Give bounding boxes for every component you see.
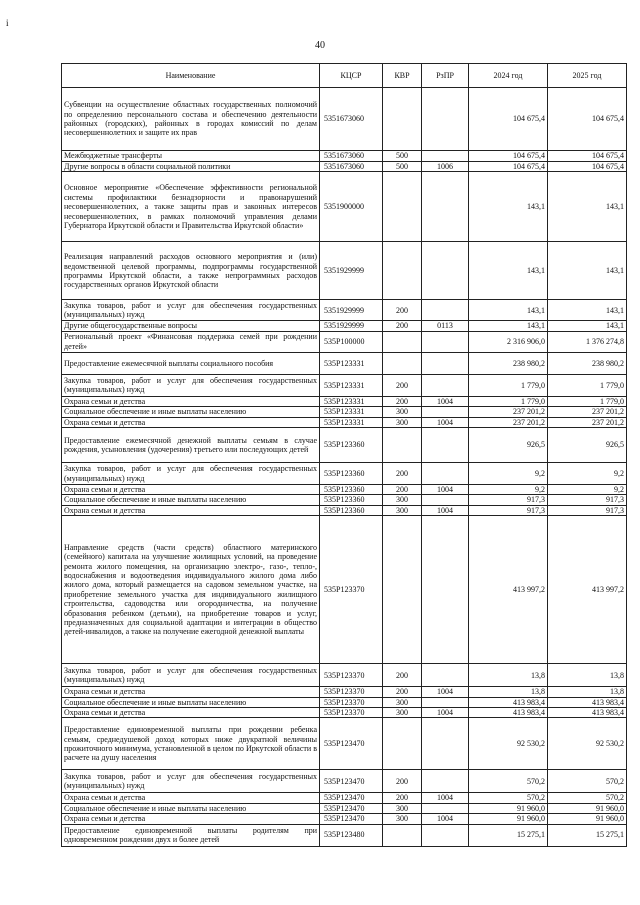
row-kvr bbox=[383, 824, 422, 846]
row-name: Охрана семьи и детства bbox=[62, 417, 320, 427]
row-rzpr bbox=[422, 352, 469, 374]
row-kcsr: 535P123360 bbox=[320, 505, 383, 515]
row-kvr: 300 bbox=[383, 814, 422, 824]
row-amount-2025: 143,1 bbox=[548, 242, 627, 300]
row-amount-2024: 104 675,4 bbox=[469, 162, 548, 172]
table-row bbox=[62, 793, 627, 803]
row-amount-2025: 9,2 bbox=[548, 463, 627, 485]
row-kcsr: 5351929999 bbox=[320, 321, 383, 331]
row-amount-2025: 15 275,1 bbox=[548, 824, 627, 846]
row-kvr: 200 bbox=[383, 300, 422, 321]
row-kcsr: 535P123360 bbox=[320, 495, 383, 505]
row-amount-2025: 413 983,4 bbox=[548, 708, 627, 718]
row-name: Другие вопросы в области социальной политики bbox=[62, 162, 320, 172]
row-rzpr: 1004 bbox=[422, 793, 469, 803]
row-kvr: 300 bbox=[383, 407, 422, 417]
row-amount-2024: 926,5 bbox=[469, 428, 548, 463]
row-kvr: 200 bbox=[383, 485, 422, 495]
row-amount-2024: 143,1 bbox=[469, 300, 548, 321]
table-row bbox=[62, 718, 627, 770]
row-kcsr: 535P123470 bbox=[320, 814, 383, 824]
row-kvr: 200 bbox=[383, 463, 422, 485]
row-amount-2024: 238 980,2 bbox=[469, 352, 548, 374]
row-name: Закупка товаров, работ и услуг для обеспечения государственных (муниципальных) нужд bbox=[62, 770, 320, 793]
row-rzpr bbox=[422, 770, 469, 793]
row-amount-2024: 413 997,2 bbox=[469, 516, 548, 664]
row-amount-2025: 237 201,2 bbox=[548, 407, 627, 417]
row-amount-2024: 15 275,1 bbox=[469, 824, 548, 846]
row-kvr: 300 bbox=[383, 708, 422, 718]
row-kcsr: 535P123370 bbox=[320, 708, 383, 718]
table-row bbox=[62, 485, 627, 495]
row-kvr: 200 bbox=[383, 374, 422, 396]
table-row bbox=[62, 770, 627, 793]
row-amount-2025: 238 980,2 bbox=[548, 352, 627, 374]
header-kcsr: КЦСР bbox=[320, 64, 383, 88]
row-kvr bbox=[383, 242, 422, 300]
row-amount-2025: 1 779,0 bbox=[548, 396, 627, 406]
table-row bbox=[62, 331, 627, 352]
table-row bbox=[62, 803, 627, 813]
row-name: Охрана семьи и детства bbox=[62, 485, 320, 495]
row-kvr bbox=[383, 516, 422, 664]
row-amount-2024: 143,1 bbox=[469, 321, 548, 331]
table-row bbox=[62, 151, 627, 162]
row-amount-2024: 237 201,2 bbox=[469, 417, 548, 427]
row-amount-2024: 570,2 bbox=[469, 770, 548, 793]
table-row bbox=[62, 321, 627, 331]
row-rzpr: 1006 bbox=[422, 162, 469, 172]
row-kvr bbox=[383, 352, 422, 374]
row-name: Предоставление единовременной выплаты родителям при одновременном рождении двух и более детей bbox=[62, 824, 320, 846]
header-kvr: КВР bbox=[383, 64, 422, 88]
row-amount-2024: 237 201,2 bbox=[469, 407, 548, 417]
row-rzpr bbox=[422, 172, 469, 242]
row-kcsr: 5351900000 bbox=[320, 172, 383, 242]
table-row bbox=[62, 463, 627, 485]
row-kvr: 200 bbox=[383, 793, 422, 803]
row-name: Основное мероприятие «Обеспечение эффективности региональной системы профилактики безнадзорности и правонарушений несовершеннолетних, а также защиты прав и законных интересов несовершеннолетних, в рамках полномочий управления делами Губернатора Иркутской области и Правительства Иркутской области» bbox=[62, 172, 320, 242]
row-amount-2024: 13,8 bbox=[469, 664, 548, 687]
row-kvr bbox=[383, 88, 422, 151]
row-amount-2025: 143,1 bbox=[548, 321, 627, 331]
row-kcsr: 5351673060 bbox=[320, 88, 383, 151]
row-amount-2025: 104 675,4 bbox=[548, 162, 627, 172]
row-kcsr: 535P123331 bbox=[320, 352, 383, 374]
row-name: Направление средств (части средств) областного материнского (семейного) капитала на улучшение жилищных условий, на проведение ремонта жилого помещения, на организацию электро-, газо-, тепло-, водоснабжения и водоотведения индивидуального жилого дома либо жилого дома, который размещается на садовом земельном участке, на приобретение земельного участка для индивидуального жилищного строительства, садоводства или огородничества, на получение образования ребенком (детьми), на приобретение товаров и услуг, предназначенных для социальной адаптации и интеграции в общество детей-инвалидов, а также на получение ежегодной денежной выплаты bbox=[62, 516, 320, 664]
row-rzpr: 1004 bbox=[422, 417, 469, 427]
row-kvr: 500 bbox=[383, 162, 422, 172]
row-kcsr: 535P123331 bbox=[320, 396, 383, 406]
row-name: Другие общегосударственные вопросы bbox=[62, 321, 320, 331]
row-amount-2025: 91 960,0 bbox=[548, 814, 627, 824]
row-rzpr: 1004 bbox=[422, 687, 469, 697]
row-kcsr: 535P123470 bbox=[320, 793, 383, 803]
budget-table bbox=[61, 63, 627, 847]
row-kvr: 200 bbox=[383, 770, 422, 793]
table-row bbox=[62, 352, 627, 374]
row-amount-2025: 413 983,4 bbox=[548, 697, 627, 707]
row-amount-2025: 91 960,0 bbox=[548, 803, 627, 813]
row-amount-2025: 926,5 bbox=[548, 428, 627, 463]
table-row bbox=[62, 396, 627, 406]
row-name: Закупка товаров, работ и услуг для обеспечения государственных (муниципальных) нужд bbox=[62, 664, 320, 687]
row-kcsr: 535P123331 bbox=[320, 407, 383, 417]
row-kvr: 300 bbox=[383, 697, 422, 707]
table-row bbox=[62, 495, 627, 505]
row-amount-2024: 92 530,2 bbox=[469, 718, 548, 770]
row-name: Охрана семьи и детства bbox=[62, 793, 320, 803]
row-amount-2024: 91 960,0 bbox=[469, 814, 548, 824]
row-name: Предоставление ежемесячной денежной выплаты семьям в случае рождения, усыновления (удочерения) третьего или последующих детей bbox=[62, 428, 320, 463]
table-row bbox=[62, 300, 627, 321]
row-kvr: 300 bbox=[383, 505, 422, 515]
row-amount-2024: 104 675,4 bbox=[469, 88, 548, 151]
row-amount-2024: 9,2 bbox=[469, 463, 548, 485]
table-row bbox=[62, 407, 627, 417]
row-rzpr bbox=[422, 463, 469, 485]
row-amount-2024: 2 316 906,0 bbox=[469, 331, 548, 352]
table-row bbox=[62, 697, 627, 707]
row-amount-2025: 1 376 274,8 bbox=[548, 331, 627, 352]
row-amount-2024: 917,3 bbox=[469, 505, 548, 515]
header-rzpr: РзПР bbox=[422, 64, 469, 88]
row-rzpr bbox=[422, 300, 469, 321]
table-row bbox=[62, 824, 627, 846]
row-rzpr: 1004 bbox=[422, 396, 469, 406]
row-rzpr bbox=[422, 242, 469, 300]
row-name: Охрана семьи и детства bbox=[62, 708, 320, 718]
row-rzpr: 1004 bbox=[422, 708, 469, 718]
row-rzpr bbox=[422, 495, 469, 505]
row-name: Региональный проект «Финансовая поддержка семей при рождении детей» bbox=[62, 331, 320, 352]
page-margin-mark: i bbox=[6, 18, 9, 28]
row-name: Закупка товаров, работ и услуг для обеспечения государственных (муниципальных) нужд bbox=[62, 374, 320, 396]
row-rzpr: 1004 bbox=[422, 814, 469, 824]
row-name: Субвенции на осуществление областных государственных полномочий по определению персонального состава и обеспечению деятельности районных (городских), районных в городах комиссий по делам несовершеннолетних и защите их прав bbox=[62, 88, 320, 151]
row-rzpr bbox=[422, 331, 469, 352]
row-kcsr: 535P123370 bbox=[320, 516, 383, 664]
row-rzpr: 0113 bbox=[422, 321, 469, 331]
row-amount-2025: 1 779,0 bbox=[548, 374, 627, 396]
row-kcsr: 535P123470 bbox=[320, 803, 383, 813]
row-rzpr bbox=[422, 664, 469, 687]
header-name: Наименование bbox=[62, 64, 320, 88]
row-amount-2025: 143,1 bbox=[548, 172, 627, 242]
row-kcsr: 535P123331 bbox=[320, 374, 383, 396]
row-name: Закупка товаров, работ и услуг для обеспечения государственных (муниципальных) нужд bbox=[62, 300, 320, 321]
row-kcsr: 5351929999 bbox=[320, 242, 383, 300]
row-amount-2024: 91 960,0 bbox=[469, 803, 548, 813]
row-kvr bbox=[383, 331, 422, 352]
row-kvr bbox=[383, 718, 422, 770]
row-name: Реализация направлений расходов основного мероприятия и (или) ведомственной целевой программы, подпрограммы государственной программы Иркутской области, а также непрограммных расходов государственных органов Иркутской области bbox=[62, 242, 320, 300]
row-rzpr bbox=[422, 516, 469, 664]
row-rzpr bbox=[422, 718, 469, 770]
row-kvr: 300 bbox=[383, 417, 422, 427]
row-kcsr: 5351929999 bbox=[320, 300, 383, 321]
row-amount-2025: 570,2 bbox=[548, 793, 627, 803]
row-rzpr: 1004 bbox=[422, 485, 469, 495]
row-amount-2024: 104 675,4 bbox=[469, 151, 548, 162]
row-kvr: 200 bbox=[383, 321, 422, 331]
row-kcsr: 535P123360 bbox=[320, 463, 383, 485]
row-kcsr: 535P100000 bbox=[320, 331, 383, 352]
row-kcsr: 535P123331 bbox=[320, 417, 383, 427]
row-amount-2024: 143,1 bbox=[469, 242, 548, 300]
row-rzpr bbox=[422, 428, 469, 463]
row-amount-2024: 9,2 bbox=[469, 485, 548, 495]
row-name: Предоставление ежемесячной выплаты социального пособия bbox=[62, 352, 320, 374]
table-row bbox=[62, 505, 627, 515]
table-row bbox=[62, 88, 627, 151]
table-row bbox=[62, 814, 627, 824]
row-kvr: 300 bbox=[383, 803, 422, 813]
row-kcsr: 535P123370 bbox=[320, 687, 383, 697]
page-number: 40 bbox=[315, 40, 325, 51]
row-kvr: 200 bbox=[383, 687, 422, 697]
row-amount-2024: 413 983,4 bbox=[469, 708, 548, 718]
row-rzpr bbox=[422, 803, 469, 813]
row-name: Межбюджетные трансферты bbox=[62, 151, 320, 162]
row-amount-2024: 917,3 bbox=[469, 495, 548, 505]
row-kcsr: 535P123360 bbox=[320, 428, 383, 463]
header-year-2025: 2025 год bbox=[548, 64, 627, 88]
row-kcsr: 535P123370 bbox=[320, 697, 383, 707]
row-kvr: 300 bbox=[383, 495, 422, 505]
table-row bbox=[62, 417, 627, 427]
table-header-row bbox=[62, 64, 627, 88]
row-amount-2025: 237 201,2 bbox=[548, 417, 627, 427]
row-rzpr bbox=[422, 88, 469, 151]
row-amount-2025: 917,3 bbox=[548, 505, 627, 515]
row-kcsr: 535P123470 bbox=[320, 718, 383, 770]
row-kvr: 200 bbox=[383, 664, 422, 687]
row-name: Охрана семьи и детства bbox=[62, 396, 320, 406]
table-row bbox=[62, 162, 627, 172]
table-row bbox=[62, 172, 627, 242]
row-kvr: 200 bbox=[383, 396, 422, 406]
row-rzpr: 1004 bbox=[422, 505, 469, 515]
row-kcsr: 5351673060 bbox=[320, 151, 383, 162]
row-amount-2025: 917,3 bbox=[548, 495, 627, 505]
row-amount-2025: 92 530,2 bbox=[548, 718, 627, 770]
row-name: Социальное обеспечение и иные выплаты населению bbox=[62, 697, 320, 707]
table-row bbox=[62, 708, 627, 718]
row-kcsr: 535P123370 bbox=[320, 664, 383, 687]
table-row bbox=[62, 687, 627, 697]
row-amount-2025: 143,1 bbox=[548, 300, 627, 321]
table-row bbox=[62, 242, 627, 300]
row-rzpr bbox=[422, 151, 469, 162]
row-amount-2025: 9,2 bbox=[548, 485, 627, 495]
row-amount-2025: 104 675,4 bbox=[548, 151, 627, 162]
row-kcsr: 535P123360 bbox=[320, 485, 383, 495]
row-rzpr bbox=[422, 697, 469, 707]
row-amount-2024: 1 779,0 bbox=[469, 374, 548, 396]
table-row bbox=[62, 428, 627, 463]
row-name: Социальное обеспечение и иные выплаты населению bbox=[62, 803, 320, 813]
row-amount-2024: 570,2 bbox=[469, 793, 548, 803]
row-amount-2025: 570,2 bbox=[548, 770, 627, 793]
row-amount-2025: 104 675,4 bbox=[548, 88, 627, 151]
table-body bbox=[62, 88, 627, 847]
row-name: Предоставление единовременной выплаты при рождении ребенка семьям, среднедушевой доход которых ниже двукратной величины прожиточного минимума, установленной в целом по Иркутской области в расчете на душу населения bbox=[62, 718, 320, 770]
row-amount-2025: 413 997,2 bbox=[548, 516, 627, 664]
header-year-2024: 2024 год bbox=[469, 64, 548, 88]
row-name: Социальное обеспечение и иные выплаты населению bbox=[62, 407, 320, 417]
table-row bbox=[62, 516, 627, 664]
row-amount-2025: 13,8 bbox=[548, 687, 627, 697]
row-rzpr bbox=[422, 824, 469, 846]
table-row bbox=[62, 374, 627, 396]
row-amount-2024: 143,1 bbox=[469, 172, 548, 242]
row-kcsr: 535P123470 bbox=[320, 770, 383, 793]
row-amount-2024: 1 779,0 bbox=[469, 396, 548, 406]
row-kcsr: 535P123480 bbox=[320, 824, 383, 846]
table-row bbox=[62, 664, 627, 687]
row-kcsr: 5351673060 bbox=[320, 162, 383, 172]
row-name: Социальное обеспечение и иные выплаты населению bbox=[62, 495, 320, 505]
row-name: Охрана семьи и детства bbox=[62, 814, 320, 824]
row-kvr bbox=[383, 428, 422, 463]
row-amount-2025: 13,8 bbox=[548, 664, 627, 687]
row-amount-2024: 13,8 bbox=[469, 687, 548, 697]
row-amount-2024: 413 983,4 bbox=[469, 697, 548, 707]
row-name: Закупка товаров, работ и услуг для обеспечения государственных (муниципальных) нужд bbox=[62, 463, 320, 485]
row-rzpr bbox=[422, 374, 469, 396]
row-kvr: 500 bbox=[383, 151, 422, 162]
row-name: Охрана семьи и детства bbox=[62, 687, 320, 697]
row-name: Охрана семьи и детства bbox=[62, 505, 320, 515]
row-rzpr bbox=[422, 407, 469, 417]
row-kvr bbox=[383, 172, 422, 242]
